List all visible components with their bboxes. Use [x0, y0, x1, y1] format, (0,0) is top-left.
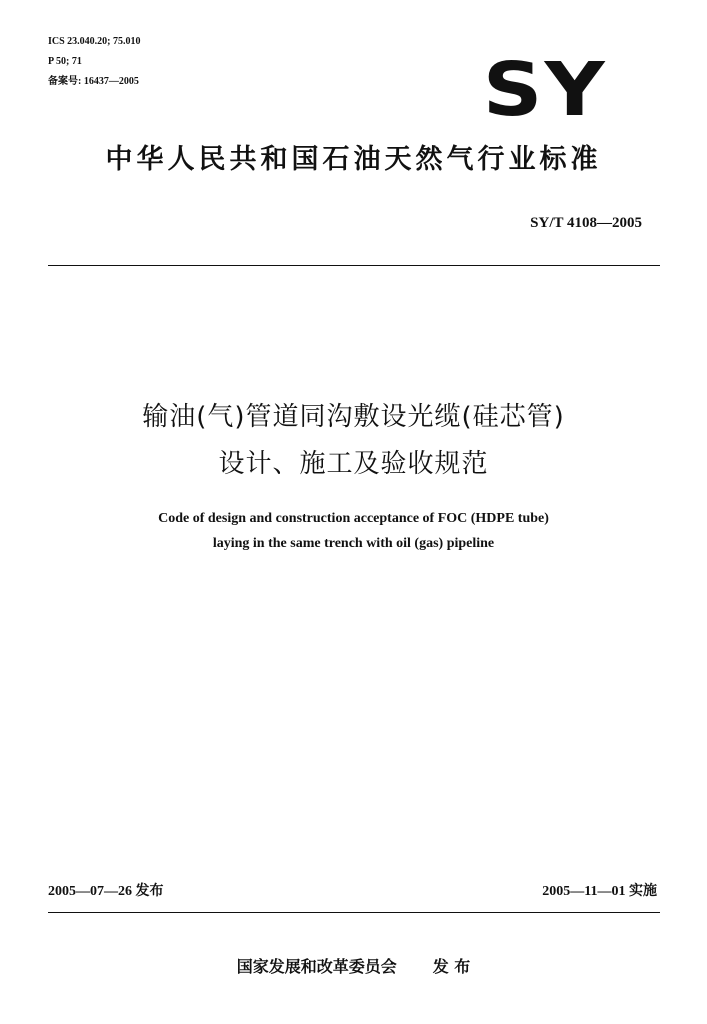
sy-logo: SY: [482, 47, 607, 133]
publisher-action: 发 布: [432, 957, 471, 976]
title-en-line2: laying in the same trench with oil (gas) pipeline: [212, 536, 495, 551]
bottom-divider: [48, 912, 660, 913]
record-number: 备案号: 16437—2005: [48, 76, 139, 87]
standard-number: SY/T 4108—2005: [530, 215, 642, 231]
publisher-name: 国家发展和改革委员会: [236, 957, 397, 976]
top-divider: [48, 265, 660, 266]
classification-code: P 50; 71: [48, 56, 82, 67]
implementation-date: 2005—11—01 实施: [542, 884, 657, 899]
org-title: 中华人民共和国石油天然气行业标准: [105, 144, 602, 175]
ics-code: ICS 23.040.20; 75.010: [48, 36, 141, 47]
issue-date: 2005—07—26 发布: [48, 884, 164, 899]
publisher-line: [0, 956, 707, 978]
title-cn-line2: 设计、施工及验收规范: [218, 449, 489, 479]
title-en-line1: Code of design and construction acceptance of FOC (HDPE tube): [158, 511, 549, 526]
title-cn-line1: 输油(气)管道同沟敷设光缆(硅芯管): [142, 402, 565, 432]
